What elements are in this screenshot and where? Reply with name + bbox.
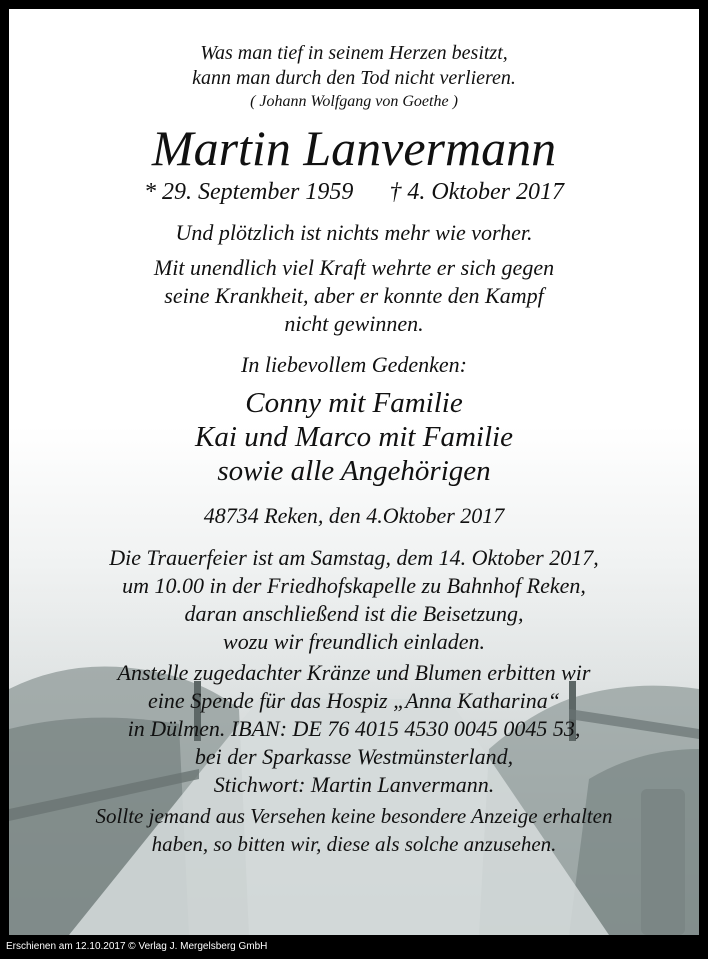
notice-line: Sollte jemand aus Versehen keine besondere Anzeige erhalten bbox=[95, 804, 613, 828]
donation-line: Anstelle zugedachter Kränze und Blumen erbitten wir bbox=[117, 660, 591, 685]
motto-line: Was man tief in seinem Herzen besitzt, bbox=[200, 42, 508, 64]
funeral-line: daran anschließend ist die Beisetzung, bbox=[184, 601, 524, 626]
tribute-line: Mit unendlich viel Kraft wehrte er sich gegen bbox=[153, 255, 555, 280]
donation-line: Stichwort: Martin Lanvermann. bbox=[213, 772, 495, 797]
notice-line: haben, so bitten wir, diese als solche anzusehen. bbox=[151, 832, 557, 856]
donation-line: eine Spende für das Hospiz „Anna Katharina“ bbox=[148, 688, 560, 713]
obituary-text bbox=[9, 9, 699, 858]
life-dates bbox=[9, 177, 699, 207]
funeral-line: wozu wir freundlich einladen. bbox=[223, 629, 485, 654]
mourner-line: sowie alle Angehörigen bbox=[217, 455, 491, 487]
place-date: 48734 Reken, den 4.Oktober 2017 bbox=[203, 503, 505, 528]
memorial-heading: In liebevollem Gedenken: bbox=[241, 352, 467, 377]
tribute-line: seine Krankheit, aber er konnte den Kampf bbox=[164, 283, 544, 308]
mourner-line: Conny mit Familie bbox=[245, 387, 463, 419]
donation-line: bei der Sparkasse Westmünsterland, bbox=[194, 744, 514, 769]
funeral-line: Die Trauerfeier ist am Samstag, dem 14. Oktober 2017, bbox=[109, 545, 599, 570]
obituary-frame bbox=[9, 9, 699, 935]
mourner-line: Kai und Marco mit Familie bbox=[195, 421, 513, 453]
deceased-name: Martin Lanvermann bbox=[151, 120, 557, 176]
funeral-line: um 10.00 in der Friedhofskapelle zu Bahnhof Reken, bbox=[122, 573, 586, 598]
death-date: † 4. Oktober 2017 bbox=[389, 179, 564, 205]
birth-date: * 29. September 1959 bbox=[144, 179, 354, 205]
publication-footer: Erschienen am 12.10.2017 © Verlag J. Mergelsberg GmbH bbox=[6, 941, 268, 952]
tribute-line: Und plötzlich ist nichts mehr wie vorher. bbox=[175, 220, 533, 245]
motto-line: kann man durch den Tod nicht verlieren. bbox=[192, 67, 516, 89]
tribute-line: nicht gewinnen. bbox=[284, 311, 424, 336]
motto-source: ( Johann Wolfgang von Goethe ) bbox=[250, 93, 458, 110]
donation-line: in Dülmen. IBAN: DE 76 4015 4530 0045 0045 53, bbox=[127, 716, 581, 741]
